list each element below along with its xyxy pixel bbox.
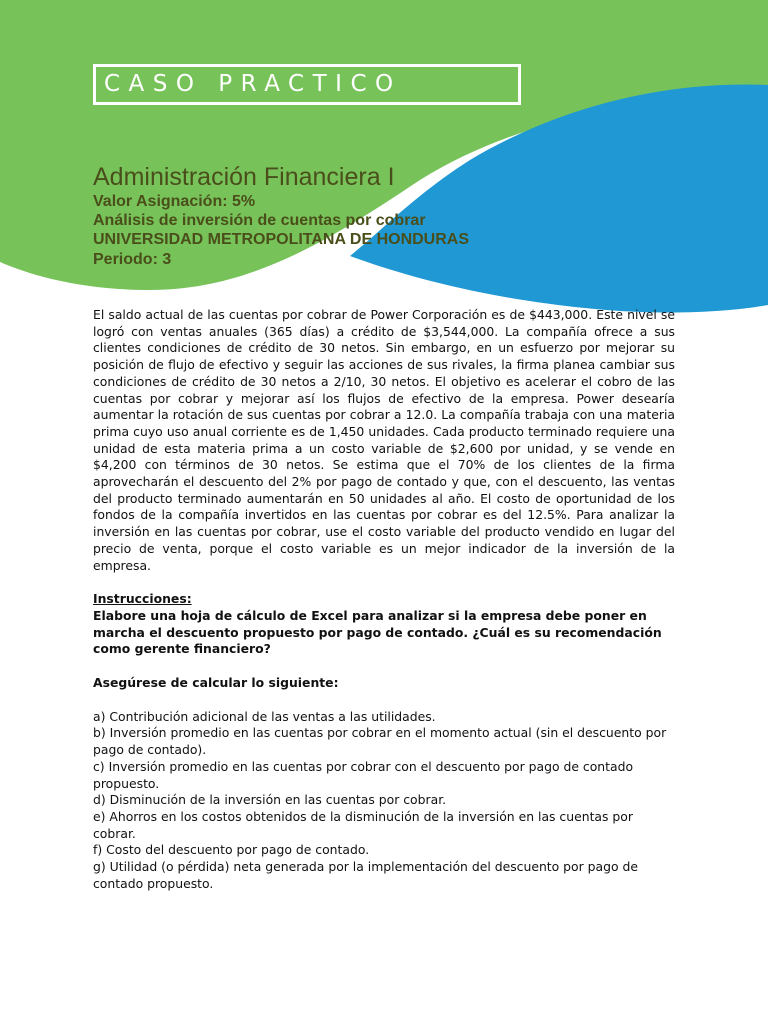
case-title-box [93,64,521,105]
assignment-topic: Análisis de inversión de cuentas por cobrar [93,212,426,229]
header-background [0,0,768,320]
university-name: UNIVERSIDAD METROPOLITANA DE HONDURAS [93,231,470,248]
list-item: a) Contribución adicional de las ventas a las utilidades. [93,708,436,724]
assignment-value: Valor Asignación: 5% [93,193,256,210]
course-title: Administración Financiera I [93,163,395,191]
list-item: b) Inversión promedio en las cuentas por cobrar en el momento actual (sin el descuento por pago de contado). [93,725,667,758]
calculation-list [93,709,675,893]
instructions-heading: Instrucciones: [93,591,192,607]
period: Periodo: 3 [93,251,172,268]
case-content [93,307,675,893]
case-title: CASO PRACTICO [104,71,402,97]
calculation-heading: Asegúrese de calcular lo siguiente: [93,675,339,691]
list-item: e) Ahorros en los costos obtenidos de la disminución de la inversión en las cuentas por cobrar. [93,808,633,841]
instructions-text: Elabore una hoja de cálculo de Excel para analizar si la empresa debe poner en marcha el descuento propuesto por pago de contado. ¿Cuál es su recomendación como gerente financiero? [93,607,662,657]
list-item: c) Inversión promedio en las cuentas por cobrar con el descuento por pago de contado propuesto. [93,758,634,791]
list-item: f) Costo del descuento por pago de contado. [93,842,370,858]
case-paragraph: El saldo actual de las cuentas por cobrar de Power Corporación es de $443,000. Este nivel se logró con ventas anuales (365 días) a crédito de $3,544,000. La compañía ofrece a sus clientes condiciones de crédito de 30 netos. Sin embargo, en un esfuerzo por mejorar su posición de flujo de efectivo y seguir las acciones de sus rivales, la firma planea cambiar sus condiciones de crédito de 30 netos a 2/10, 30 netos. El objetivo es acelerar el cobro de las cuentas por cobrar y mejorar así los flujos de efectivo de la empresa. Power desearía aumentar la rotación de sus cuentas por cobrar a 12.0. La compañía trabaja con una materia prima cuyo uso anual corriente es de 1,450 unidades. Cada producto terminado requiere una unidad de esta materia prima a un costo variable de $2,600 por unidad, y se vende en $4,200 con términos de 30 netos. Se estima que el 70% de los clientes de la firma aprovecharán el descuento del 2% por pago de contado y que, con el descuento, las ventas del producto terminado aumentarán en 50 unidades al año. El costo de oportunidad de los fondos de la compañía invertidos en las cuentas por cobrar es del 12.5%. Para analizar la inversión en las cuentas por cobrar, use el costo variable del producto vendido en lugar del precio de venta, porque el costo variable es un mejor indicador de la inversión de la empresa. [93,307,675,573]
list-item: d) Disminución de la inversión en las cuentas por cobrar. [93,792,447,808]
list-item: g) Utilidad (o pérdida) neta generada por la implementación del descuento por pago de contado propuesto. [93,859,638,891]
